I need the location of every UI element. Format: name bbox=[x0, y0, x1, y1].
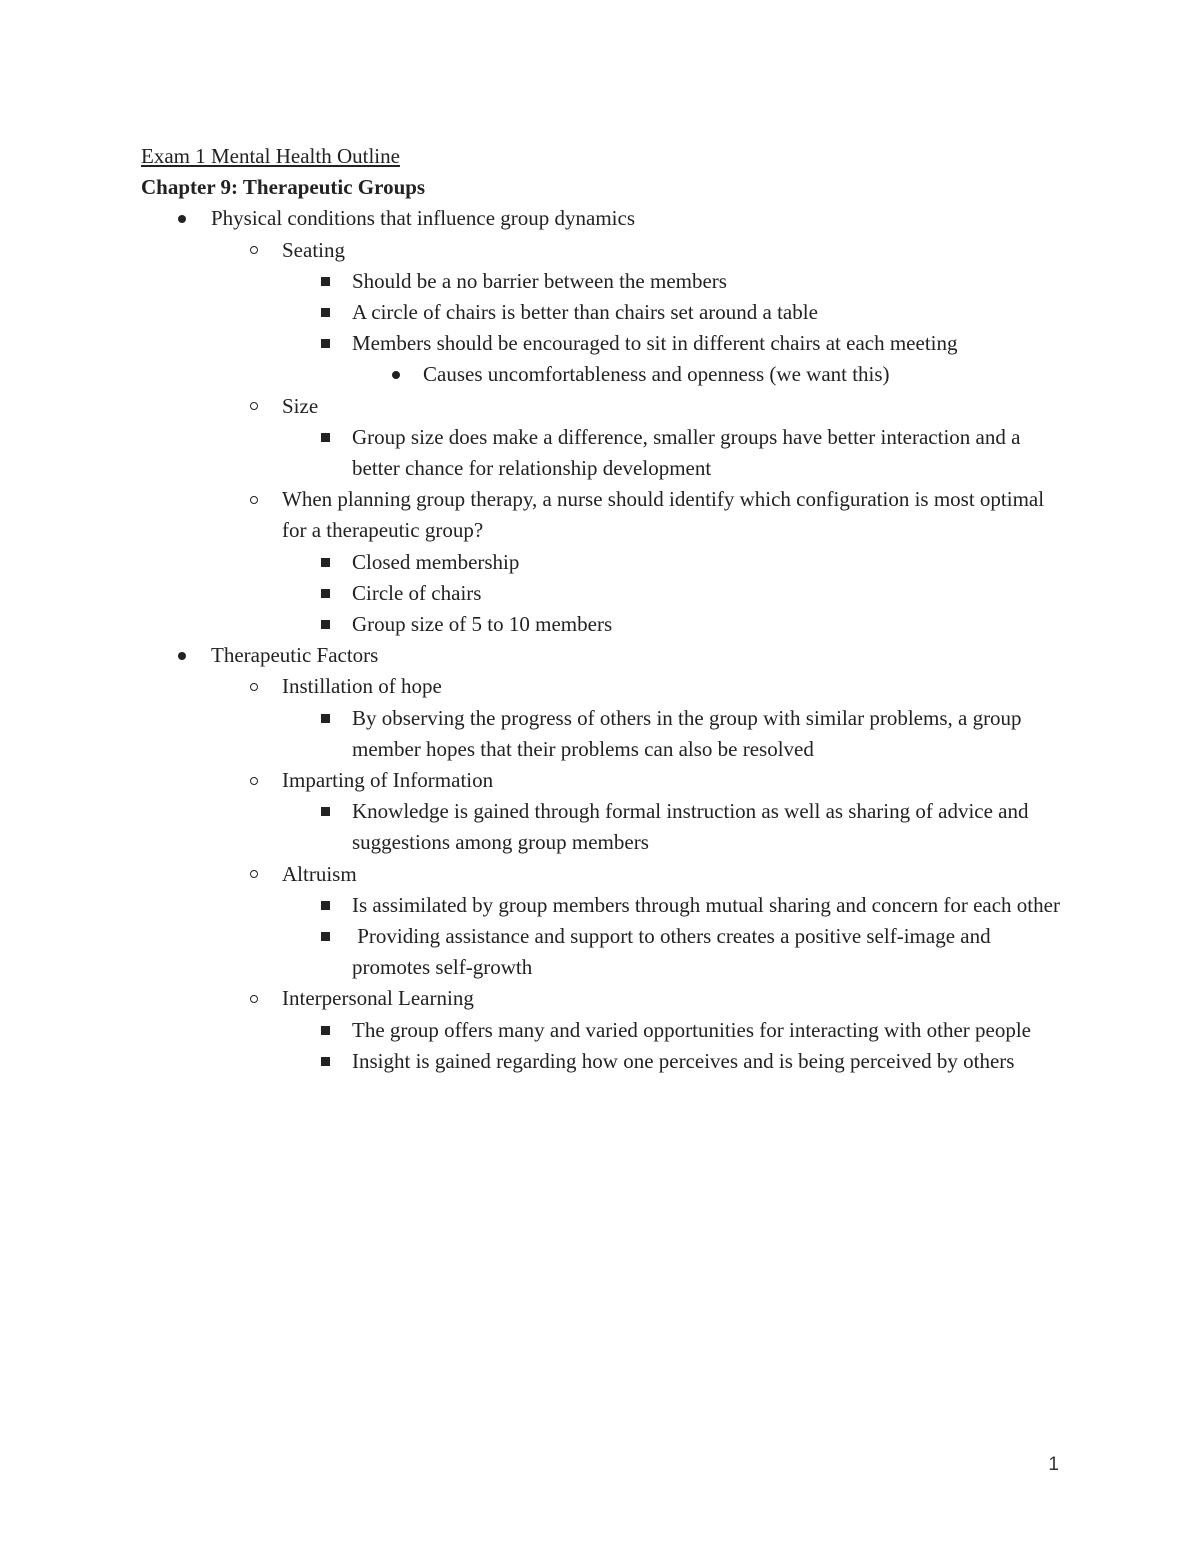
outline-item-text: When planning group therapy, a nurse should identify which configuration is most optimal for a therapeutic group? bbox=[282, 487, 1050, 543]
bullet-filled-square-icon bbox=[313, 578, 337, 609]
outline-item-text: Providing assistance and support to others creates a positive self-image and promotes self-growth bbox=[352, 924, 996, 980]
outline-item-text: Group size does make a difference, smaller groups have better interaction and a better chance for relationship development bbox=[352, 424, 1026, 481]
outline-item-text: Size bbox=[282, 393, 319, 418]
outline-item-level-3 bbox=[141, 921, 1071, 983]
bullet-filled-square-icon bbox=[313, 266, 337, 297]
outline-item-text: Members should be encouraged to sit in different chairs at each meeting bbox=[352, 331, 958, 356]
bullet-filled-square-icon bbox=[313, 890, 337, 921]
bullet-hollow-circle-icon bbox=[242, 765, 266, 796]
outline-item-text: Imparting of Information bbox=[282, 768, 494, 793]
outline-item-level-3 bbox=[141, 609, 1071, 640]
bullet-filled-square-icon bbox=[313, 609, 337, 640]
bullet-filled-square-icon bbox=[313, 1046, 337, 1077]
bullet-filled-square-icon bbox=[313, 422, 337, 453]
outline-item-level-3 bbox=[141, 703, 1071, 765]
outline-item-level-3 bbox=[141, 547, 1071, 578]
outline-item-text: By observing the progress of others in the group with similar problems, a group member hopes that their problems can also be resolved bbox=[352, 705, 1027, 761]
outline-item-level-3 bbox=[141, 578, 1071, 609]
bullet-hollow-circle-icon bbox=[242, 391, 266, 422]
outline-item-level-2 bbox=[141, 765, 1071, 796]
outline-item-level-4 bbox=[141, 359, 1071, 390]
outline-item-text: Instillation of hope bbox=[282, 674, 442, 699]
outline-list bbox=[141, 203, 1071, 1077]
bullet-filled-square-icon bbox=[313, 547, 337, 578]
outline-item-level-3 bbox=[141, 890, 1071, 921]
bullet-filled-circle-icon bbox=[384, 359, 408, 390]
document-title: Exam 1 Mental Health Outline bbox=[141, 144, 400, 168]
bullet-filled-circle-icon bbox=[170, 640, 194, 671]
outline-item-text: Altruism bbox=[282, 861, 357, 886]
outline-item-level-1 bbox=[141, 203, 1071, 234]
outline-item-level-2 bbox=[141, 859, 1071, 890]
outline-item-level-2 bbox=[141, 235, 1071, 266]
outline-item-level-2 bbox=[141, 983, 1071, 1014]
bullet-filled-square-icon bbox=[313, 297, 337, 328]
outline-item-text: Therapeutic Factors bbox=[211, 643, 379, 668]
outline-item-text: Group size of 5 to 10 members bbox=[352, 612, 613, 637]
document-content bbox=[141, 141, 1071, 1077]
outline-item-text: Insight is gained regarding how one perceives and is being perceived by others bbox=[352, 1048, 1015, 1073]
outline-item-level-3 bbox=[141, 328, 1071, 359]
bullet-filled-square-icon bbox=[313, 328, 337, 359]
outline-item-level-1 bbox=[141, 640, 1071, 671]
outline-item-text: A circle of chairs is better than chairs set around a table bbox=[352, 300, 818, 325]
outline-item-level-3 bbox=[141, 1015, 1071, 1046]
outline-item-text: Closed membership bbox=[352, 549, 520, 574]
chapter-heading: Chapter 9: Therapeutic Groups bbox=[141, 175, 426, 200]
outline-item-level-3 bbox=[141, 422, 1071, 484]
outline-item-text: Should be a no barrier between the members bbox=[352, 268, 727, 293]
bullet-hollow-circle-icon bbox=[242, 671, 266, 702]
bullet-hollow-circle-icon bbox=[242, 484, 266, 515]
bullet-filled-square-icon bbox=[313, 796, 337, 827]
outline-item-level-2 bbox=[141, 484, 1071, 546]
outline-item-level-3 bbox=[141, 796, 1071, 858]
outline-item-text: Seating bbox=[282, 237, 345, 262]
bullet-hollow-circle-icon bbox=[242, 859, 266, 890]
outline-item-level-2 bbox=[141, 671, 1071, 702]
bullet-filled-square-icon bbox=[313, 703, 337, 734]
outline-item-level-2 bbox=[141, 391, 1071, 422]
outline-item-level-3 bbox=[141, 297, 1071, 328]
outline-item-text: Interpersonal Learning bbox=[282, 986, 474, 1011]
outline-item-text: Circle of chairs bbox=[352, 580, 482, 605]
outline-item-text: The group offers many and varied opportunities for interacting with other people bbox=[352, 1017, 1031, 1042]
outline-item-text: Is assimilated by group members through mutual sharing and concern for each other bbox=[352, 892, 1060, 917]
bullet-filled-square-icon bbox=[313, 921, 337, 952]
outline-item-text: Physical conditions that influence group dynamics bbox=[211, 206, 635, 231]
bullet-filled-circle-icon bbox=[170, 203, 194, 234]
outline-item-text: Causes uncomfortableness and openness (we want this) bbox=[423, 362, 890, 387]
outline-item-level-3 bbox=[141, 266, 1071, 297]
outline-item-text: Knowledge is gained through formal instruction as well as sharing of advice and suggestions among group members bbox=[352, 799, 1034, 855]
page-number: 1 bbox=[1048, 1454, 1059, 1475]
outline-item-level-3 bbox=[141, 1046, 1071, 1077]
bullet-hollow-circle-icon bbox=[242, 235, 266, 266]
bullet-hollow-circle-icon bbox=[242, 983, 266, 1014]
bullet-filled-square-icon bbox=[313, 1015, 337, 1046]
